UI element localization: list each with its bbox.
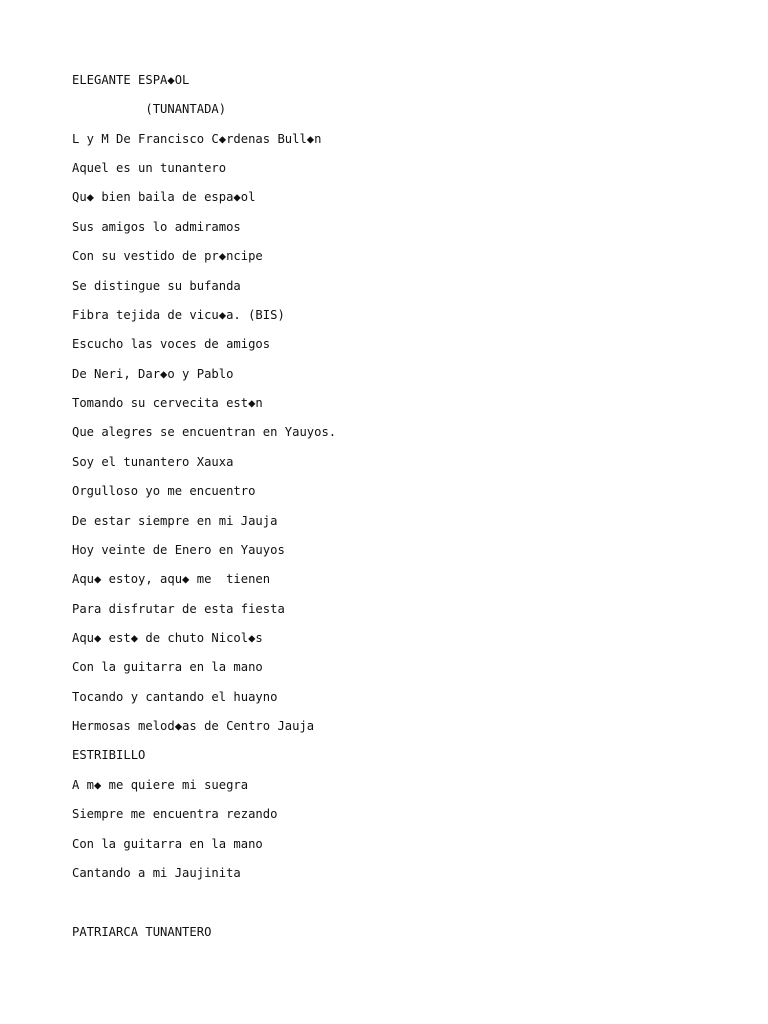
lyric-line: De Neri, Dar◆o y Pablo — [72, 367, 234, 381]
lyric-line: Con la guitarra en la mano — [72, 660, 263, 674]
lyric-line: Sus amigos lo admiramos — [72, 220, 241, 234]
lyric-line: Hoy veinte de Enero en Yauyos — [72, 543, 285, 557]
lyric-line: Hermosas melod◆as de Centro Jauja — [72, 719, 315, 733]
lyric-line: Siempre me encuentra rezando — [72, 807, 278, 821]
lyric-line: Aqu◆ est◆ de chuto Nicol◆s — [72, 631, 263, 645]
lyric-line: Aqu◆ estoy, aqu◆ me tienen — [72, 572, 271, 586]
lyric-line: Que alegres se encuentran en Yauyos. — [72, 425, 337, 439]
next-song-title: PATRIARCA TUNANTERO — [72, 925, 212, 939]
song-title: ELEGANTE ESPA◆OL — [72, 73, 190, 87]
lyric-line: Para disfrutar de esta fiesta — [72, 602, 285, 616]
lyric-line: Cantando a mi Jaujinita — [72, 866, 241, 880]
lyric-line: Tocando y cantando el huayno — [72, 690, 278, 704]
lyric-line: Soy el tunantero Xauxa — [72, 455, 234, 469]
lyric-line: Con su vestido de pr◆ncipe — [72, 249, 263, 263]
chorus-heading: ESTRIBILLO — [72, 748, 146, 762]
lyric-line: Escucho las voces de amigos — [72, 337, 271, 351]
lyric-line: Tomando su cervecita est◆n — [72, 396, 263, 410]
lyric-line: Qu◆ bien baila de espa◆ol — [72, 190, 256, 204]
lyric-line: Fibra tejida de vicu◆a. (BIS) — [72, 308, 285, 322]
lyric-line: Aquel es un tunantero — [72, 161, 227, 175]
lyric-line: Orgulloso yo me encuentro — [72, 484, 256, 498]
lyric-line: A m◆ me quiere mi suegra — [72, 778, 249, 792]
song-credits: L y M De Francisco C◆rdenas Bull◆n — [72, 132, 322, 146]
lyric-line: De estar siempre en mi Jauja — [72, 514, 278, 528]
song-genre: (TUNANTADA) — [72, 102, 227, 116]
lyric-line: Con la guitarra en la mano — [72, 837, 263, 851]
lyric-line: Se distingue su bufanda — [72, 279, 241, 293]
